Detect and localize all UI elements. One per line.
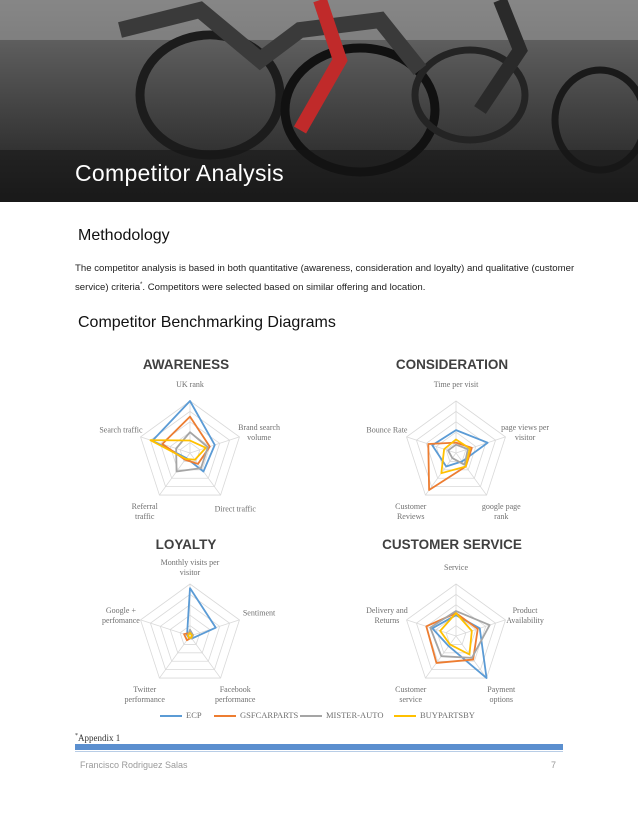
- footnote-mark: *: [75, 733, 78, 739]
- legend-label: ECP: [186, 710, 202, 720]
- footer-divider: [75, 744, 563, 750]
- methodology-heading: Methodology: [78, 227, 170, 244]
- legend-label: BUYPARTSBY: [420, 710, 475, 720]
- legend-item-buypartsby: [394, 710, 475, 720]
- radar-axis-label: Search traffic: [99, 425, 143, 435]
- legend-swatch: [214, 715, 236, 717]
- legend-item-mister-auto: [300, 710, 383, 720]
- radar-axis-label: Service: [444, 563, 468, 572]
- radar-axis-label: UK rank: [176, 380, 204, 389]
- footer-author: Francisco Rodriguez Salas: [80, 760, 188, 770]
- legend-swatch: [160, 715, 182, 717]
- chart-legend: [0, 710, 638, 724]
- radar-axis-label: Google + perfomance: [102, 605, 140, 625]
- awareness-radar-chart: [70, 375, 310, 525]
- consideration-chart-title: CONSIDERATION: [395, 357, 509, 372]
- methodology-text-part1: The competitor analysis is based in both quantitative (awareness, consideration and loyalty) and qualitative (customer service) criteria: [75, 263, 575, 294]
- radar-axis-label: Delivery and Returns: [366, 605, 408, 625]
- radar-axis-label: Facebook performance: [215, 685, 256, 705]
- methodology-text-part2: . Competitors were selected based on similar offering and location.: [142, 282, 426, 294]
- customer-service-chart-title: CUSTOMER SERVICE: [382, 537, 522, 552]
- footnote-text: Appendix 1: [78, 733, 121, 743]
- radar-axis-label: Bounce Rate: [366, 425, 408, 435]
- benchmark-heading: Competitor Benchmarking Diagrams: [78, 314, 336, 331]
- radar-axis-label: Twitter performance: [124, 685, 165, 705]
- customer-service-radar-chart: [336, 558, 576, 708]
- legend-label: GSFCARPARTS: [240, 710, 299, 720]
- radar-axis-label: Brand search volume: [238, 422, 281, 442]
- radar-axis-label: google page rank: [481, 502, 521, 522]
- radar-axis-label: Direct traffic: [214, 504, 256, 514]
- footnote: [75, 733, 120, 743]
- loyalty-radar-chart: [70, 558, 310, 708]
- legend-label: MISTER-AUTO: [326, 710, 384, 720]
- radar-axis-label: Sentiment: [242, 608, 276, 618]
- radar-axis-label: Product Availability: [506, 605, 544, 625]
- awareness-chart-title: AWARENESS: [142, 357, 230, 372]
- footer-divider-thin: [75, 751, 563, 752]
- legend-item-ecp: [160, 710, 202, 720]
- radar-axis-label: Customer service: [395, 685, 427, 705]
- legend-swatch: [300, 715, 322, 717]
- page-title: Competitor Analysis: [75, 160, 284, 186]
- radar-axis-label: Time per visit: [433, 380, 479, 389]
- radar-axis-label: Customer Reviews: [395, 502, 427, 522]
- footer-page-number: 7: [551, 760, 557, 770]
- legend-swatch: [394, 715, 416, 717]
- footnote-marker: *: [140, 282, 143, 288]
- legend-item-gsfcarparts: [214, 710, 298, 720]
- consideration-radar-chart: [336, 375, 576, 525]
- radar-axis-label: Payment options: [487, 685, 516, 705]
- header-photo: [0, 0, 638, 202]
- radar-axis-label: Referral traffic: [131, 502, 158, 522]
- radar-axis-label: Monthly visits per visitor: [160, 558, 220, 577]
- methodology-paragraph: [75, 260, 575, 296]
- loyalty-chart-title: LOYALTY: [155, 537, 217, 552]
- radar-axis-label: page views per visitor: [501, 422, 550, 442]
